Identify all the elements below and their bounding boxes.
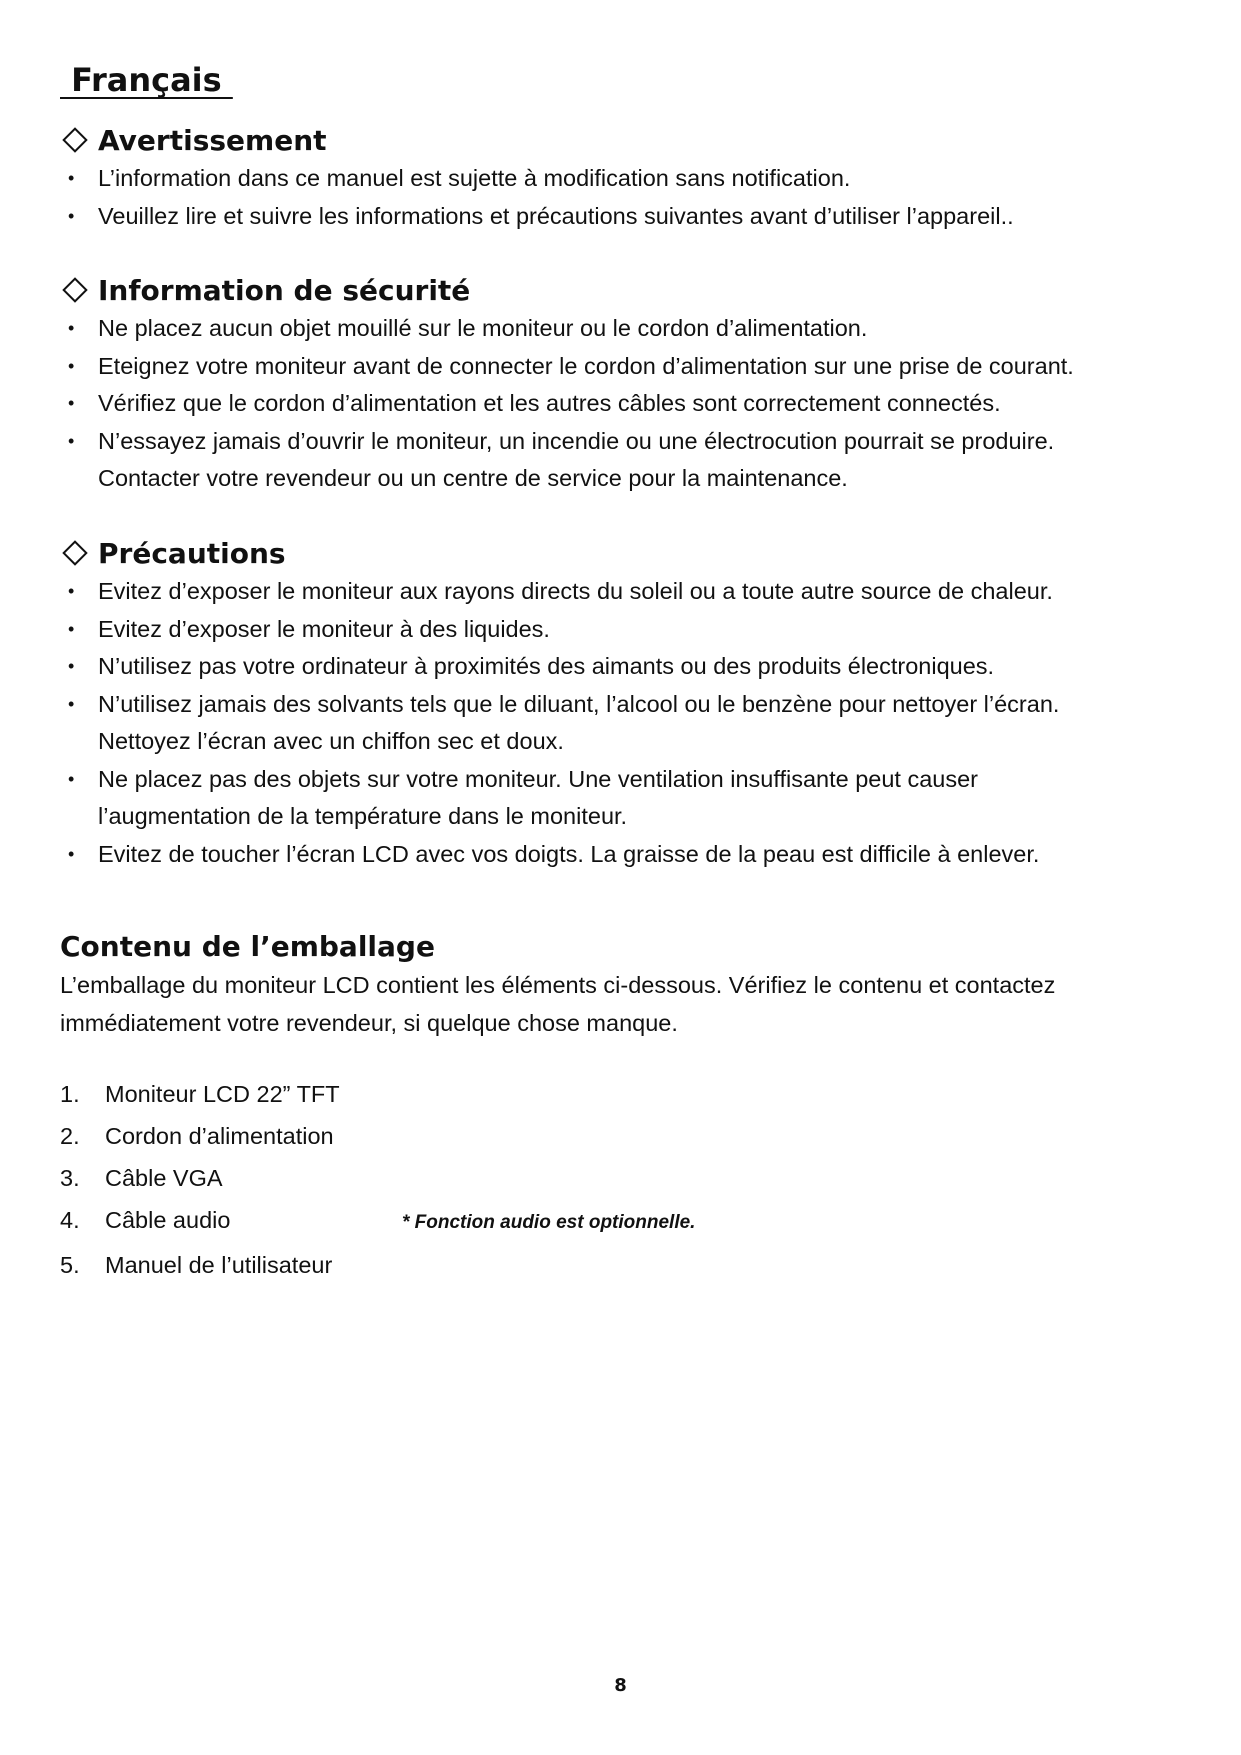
section-avertissement [60,120,1180,235]
package-item [60,1115,1180,1157]
item-label: Cordon d’alimentation [105,1123,334,1149]
list-item-text: N’utilisez jamais des solvants tels que le diluant, l’alcool ou le benzène pour nettoyer l’écran. [98,690,1060,717]
section-heading [60,120,1180,160]
item-note: * Fonction audio est optionnelle. [402,1212,696,1233]
section-heading: Contenu de l’emballage [60,930,435,963]
list-item-text: Nettoyez l’écran avec un chiffon sec et doux. [98,728,564,754]
bullet-icon: • [68,168,75,188]
bullet-icon: • [68,205,75,226]
list-item [60,611,1180,649]
list-item [60,160,1180,198]
language-title: Français [60,61,233,99]
heading-text: Précautions [98,536,286,570]
bullet-list [60,160,1180,235]
list-item [60,686,1180,761]
list-item-text: Evitez de toucher l’écran LCD avec vos doigts. La graisse de la peau est difficile à enlever. [98,840,1040,867]
list-item-text: Evitez d’exposer le moniteur aux rayons directs du soleil ou a toute autre source de chaleur. [98,578,1053,604]
bullet-icon: • [68,656,75,676]
list-item [60,198,1180,236]
item-label: Moniteur LCD 22” TFT [105,1081,340,1107]
bullet-icon: • [68,581,75,601]
list-item-text: Vérifiez que le cordon d’alimentation et les autres câbles sont correctement connectés. [98,390,1001,416]
bullet-icon: • [68,618,75,639]
bullet-icon: • [68,393,75,413]
bullet-icon: • [68,693,75,714]
package-item [60,1073,1180,1115]
item-number: 3. [60,1165,80,1191]
diamond-icon [62,277,87,302]
list-item-text: N’utilisez pas votre ordinateur à proximités des aimants ou des produits électroniques. [98,653,995,679]
bullet-icon: • [68,430,75,451]
intro-line: L’emballage du moniteur LCD contient les éléments ci-dessous. Vérifiez le contenu et contactez [60,972,1056,998]
item-number: 4. [60,1207,80,1233]
list-item [60,310,1180,348]
item-label: Câble VGA [105,1165,223,1191]
item-number: 2. [60,1123,80,1149]
item-label: Manuel de l’utilisateur [105,1252,333,1278]
package-item [60,1157,1180,1199]
item-label: Câble audio [105,1207,231,1233]
item-number: 5. [60,1252,80,1278]
list-item [60,385,1180,423]
diamond-icon [62,540,87,565]
list-item [60,348,1180,386]
bullet-list [60,573,1180,873]
list-item [60,573,1180,611]
item-number: 1. [60,1081,80,1107]
list-item-text: Eteignez votre moniteur avant de connecter le cordon d’alimentation sur une prise de courant. [98,352,1074,379]
list-item-text: Ne placez pas des objets sur votre moniteur. Une ventilation insuffisante peut causer [98,765,979,792]
list-item-text: Ne placez aucun objet mouillé sur le moniteur ou le cordon d’alimentation. [98,315,868,341]
intro-paragraph [60,967,1180,1042]
section-contenu [60,927,1180,1286]
bullet-icon: • [68,843,75,864]
package-contents-list [60,1073,1180,1286]
list-item-text: Veuillez lire et suivre les informations et précautions suivantes avant d’utiliser l’appareil.. [98,202,1014,229]
package-item [60,1244,1180,1286]
list-item-text: Evitez d’exposer le moniteur à des liquides. [98,615,550,642]
package-item [60,1199,1180,1244]
list-item-text: l’augmentation de la température dans le moniteur. [98,803,628,829]
diamond-icon [62,127,87,152]
list-item [60,648,1180,686]
heading-text: Avertissement [98,123,327,157]
list-item-text: L’information dans ce manuel est sujette à modification sans notification. [98,165,851,191]
section-securite [60,270,1180,498]
bullet-icon: • [68,318,75,338]
list-item [60,423,1180,498]
section-precautions [60,533,1180,873]
intro-line: immédiatement votre revendeur, si quelque chose manque. [60,1009,678,1036]
list-item-text: Contacter votre revendeur ou un centre de service pour la maintenance. [98,465,848,491]
bullet-icon: • [68,355,75,376]
section-heading [60,533,1180,573]
list-item [60,836,1180,874]
page-number: 8 [614,1675,627,1696]
bullet-icon: • [68,768,75,789]
list-item [60,761,1180,836]
bullet-list [60,310,1180,498]
heading-text: Information de sécurité [98,273,471,307]
list-item-text: N’essayez jamais d’ouvrir le moniteur, un incendie ou une électrocution pourrait se produire. [98,427,1055,454]
section-heading [60,270,1180,310]
